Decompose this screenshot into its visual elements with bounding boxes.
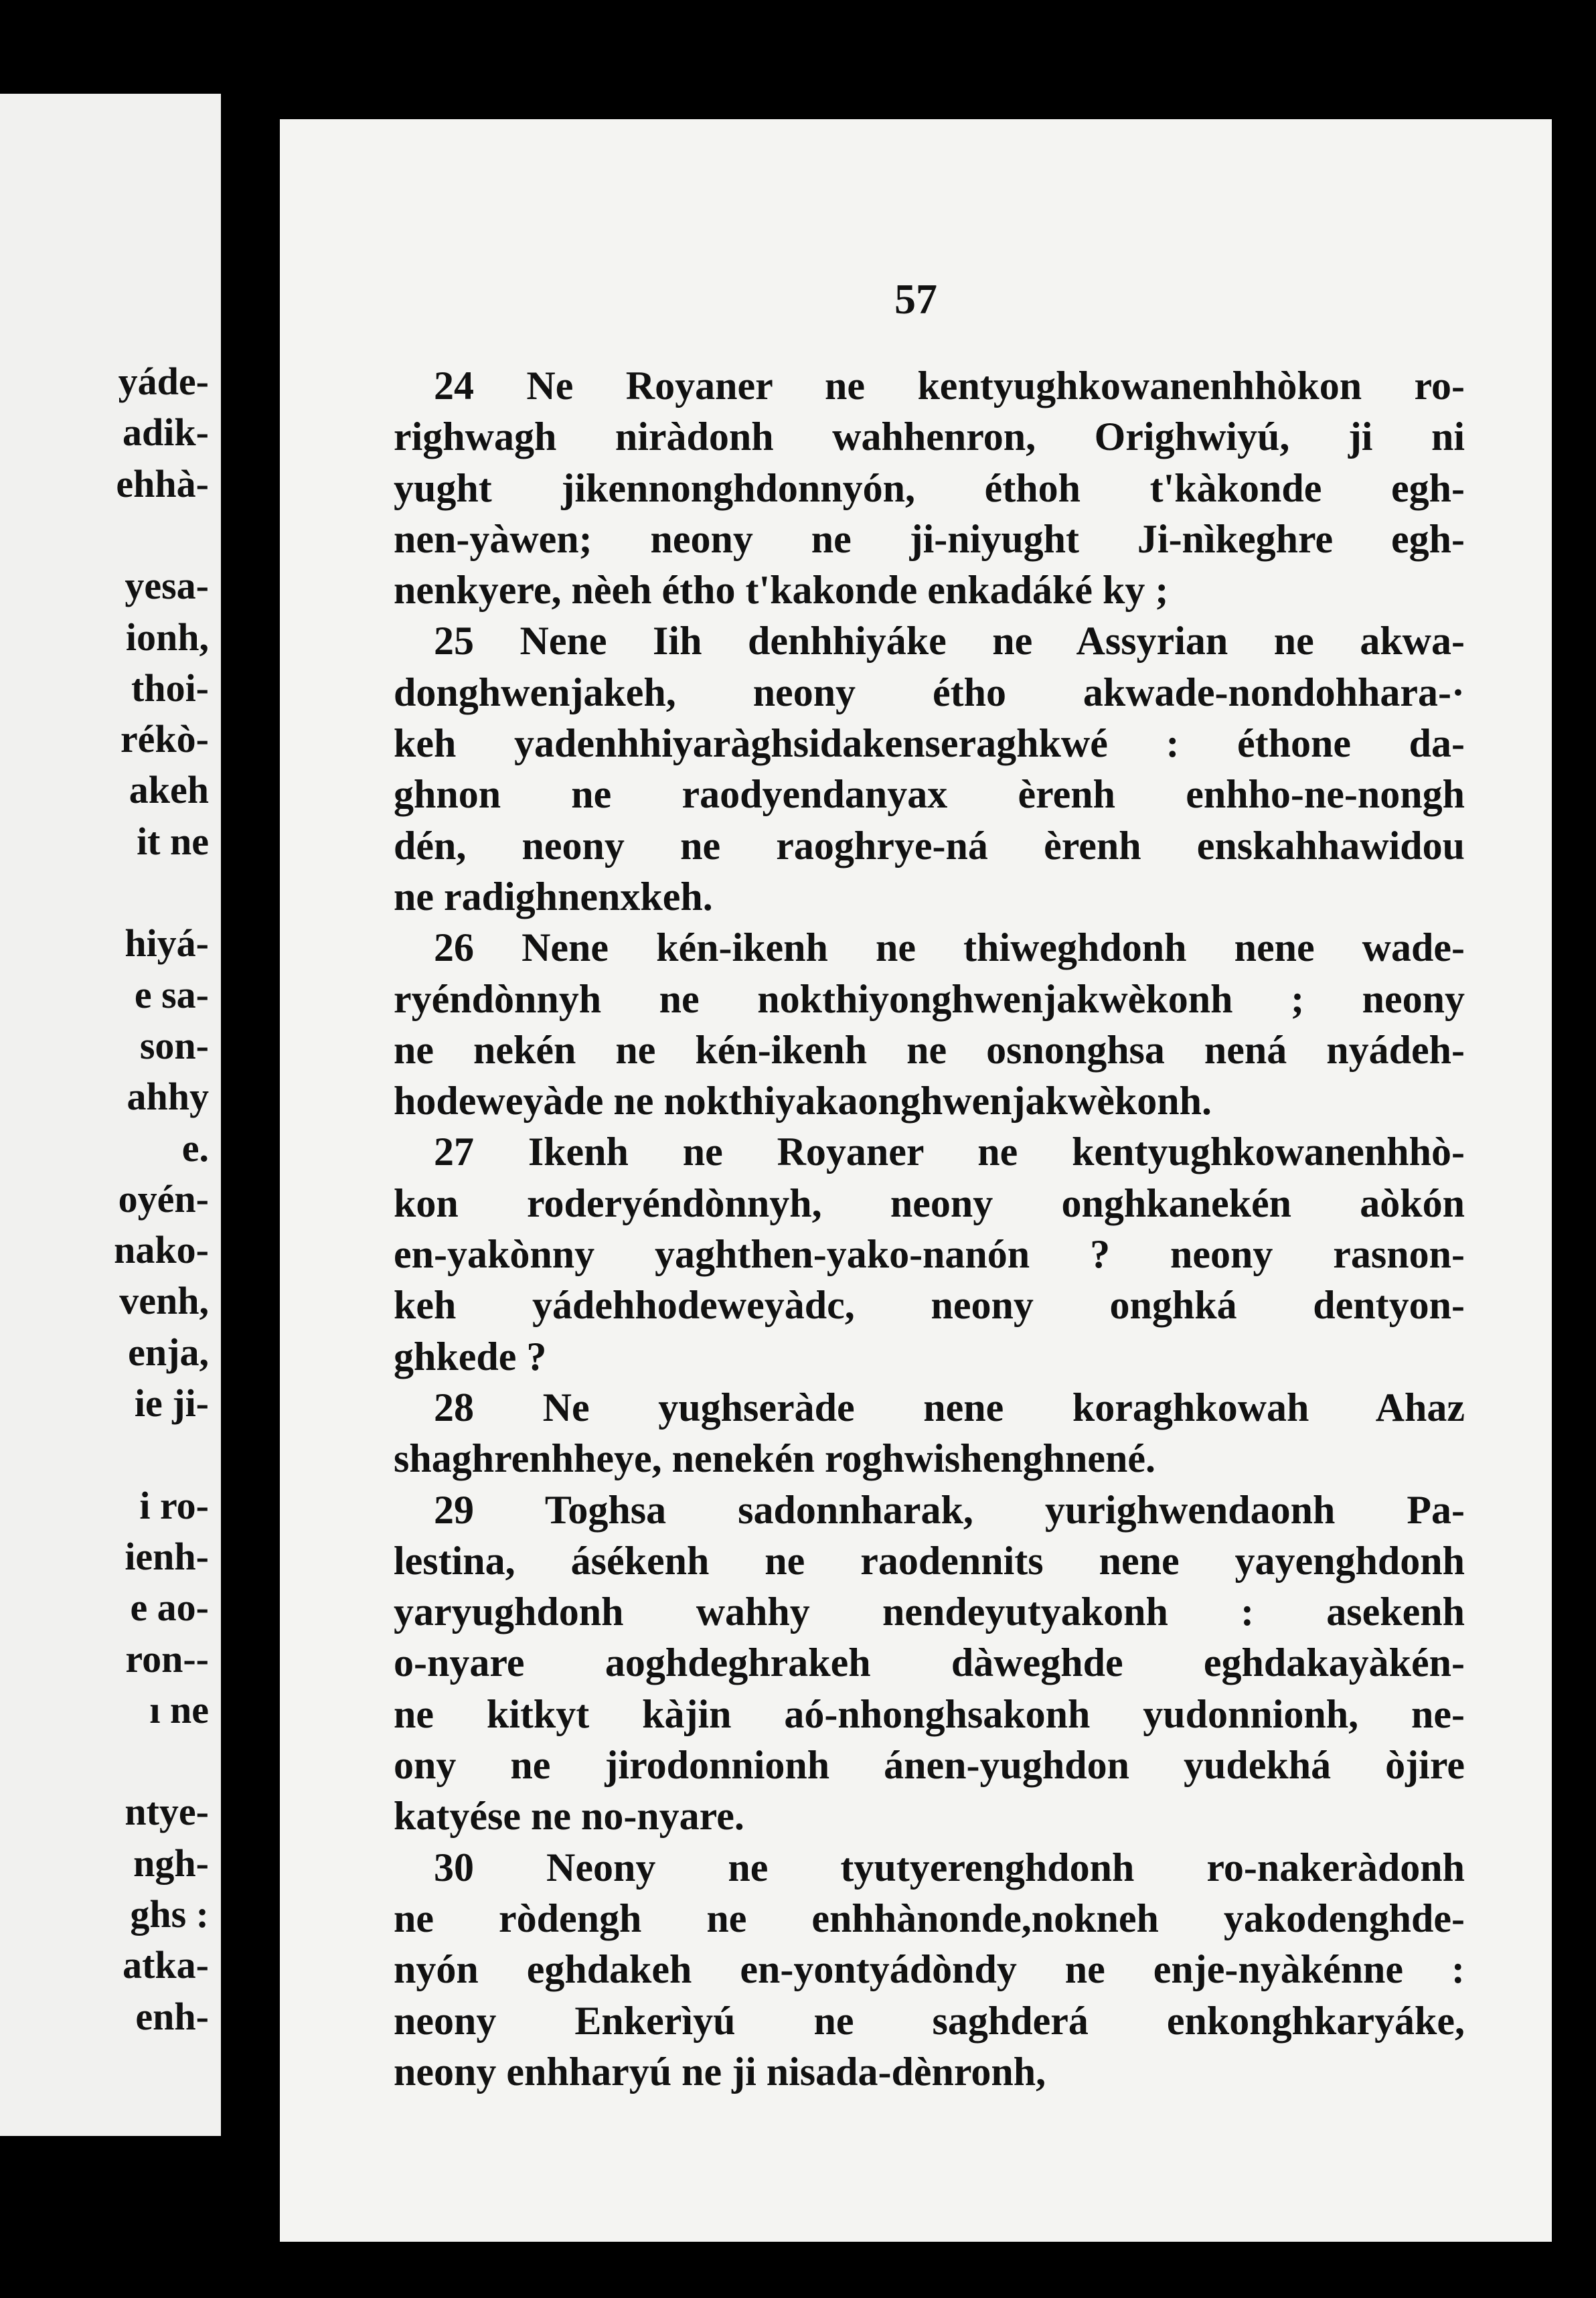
previous-page-line: nako- <box>114 1228 209 1272</box>
previous-page-line: ionh, <box>125 615 209 659</box>
text-line: ne radighnenxkeh. <box>394 874 713 919</box>
text-line: 27 Ikenh ne Royaner ne kentyughkowanenhhò- <box>434 1130 1465 1174</box>
previous-page-line: son- <box>139 1023 209 1067</box>
previous-page-line: ntye- <box>125 1790 209 1834</box>
previous-page-line: ahhy <box>127 1075 209 1119</box>
text-line: en-yakònny yaghthen-yako-nanón ? neony rasnon- <box>394 1232 1465 1277</box>
text-line: keh yádehhodeweyàdc, neony onghká dentyon- <box>394 1283 1465 1328</box>
text-line: donghwenjakeh, neony étho akwade-nondohhara-· <box>394 670 1465 714</box>
previous-page-line: yáde- <box>118 360 209 403</box>
previous-page-line: enja, <box>128 1330 209 1374</box>
previous-page-line: atka- <box>123 1943 209 1987</box>
text-line: neony Enkerìyú ne saghderá enkonghkaryáke, <box>394 1998 1465 2043</box>
text-line: katyése ne no-nyare. <box>394 1794 744 1839</box>
text-line: yaryughdonh wahhy nendeyutyakonh : asekenh <box>394 1590 1465 1634</box>
previous-page-line: hiyá- <box>125 921 209 966</box>
text-line: neony enhharyú ne ji nisada-dènronh, <box>394 2049 1046 2094</box>
text-line: 28 Ne yughseràde nene koraghkowah Ahaz <box>434 1385 1465 1430</box>
text-line: ryéndònnyh ne nokthiyonghwenjakwèkonh ; neony <box>394 976 1465 1021</box>
previous-page-fragment <box>0 94 221 2136</box>
previous-page-line: akeh <box>129 768 209 812</box>
text-line: kon roderyéndònnyh, neony onghkanekén aòkón <box>394 1180 1465 1225</box>
previous-page-line: e. <box>181 1126 209 1170</box>
text-line: hodeweyàde ne nokthiyakaonghwenjakwèkonh. <box>394 1079 1212 1124</box>
text-line: ne nekén ne kén-ikenh ne osnonghsa nená nyádeh- <box>394 1027 1465 1072</box>
previous-page-line: ı ne <box>149 1687 209 1732</box>
previous-page-line: e ao- <box>130 1586 209 1630</box>
text-line: ne ròdengh ne enhhànonde,nokneh yakodenghde- <box>394 1896 1465 1940</box>
previous-page-line: adik- <box>123 410 209 455</box>
previous-page-line: ngh- <box>133 1841 209 1885</box>
previous-page-line: yesa- <box>125 564 209 608</box>
text-line: 25 Nene Iih denhhiyáke ne Assyrian ne akwa- <box>434 619 1465 664</box>
previous-page-line: i ro- <box>139 1483 209 1527</box>
text-line: yught jikennonghdonnyón, éthoh t'kàkonde egh- <box>394 465 1465 510</box>
text-line: dén, neony ne raoghrye-ná èrenh enskahhawidou <box>394 823 1465 868</box>
text-line: nenkyere, nèeh étho t'kakonde enkadáké ky ; <box>394 568 1169 613</box>
previous-page-line: ienh- <box>125 1534 209 1578</box>
book-page <box>280 119 1552 2242</box>
previous-page-line: rékò- <box>120 717 209 761</box>
text-line: ghkede ? <box>394 1334 547 1379</box>
previous-page-line: venh, <box>119 1279 209 1323</box>
previous-page-line: ie ji- <box>134 1381 209 1425</box>
text-line: ony ne jirodonnionh ánen-yughdon yudekhá òjire <box>394 1743 1465 1788</box>
text-line: shaghrenhheye, nenekén roghwishenghnené. <box>394 1436 1156 1481</box>
text-line: nen-yàwen; neony ne ji-niyught Ji-nìkeghre egh- <box>394 516 1465 561</box>
previous-page-line: ron-- <box>125 1636 209 1681</box>
text-line: lestina, ásékenh ne raodennits nene yayenghdonh <box>394 1538 1465 1583</box>
previous-page-line: thoi- <box>131 666 209 710</box>
previous-page-line: it ne <box>137 819 209 863</box>
previous-page-line: ghs : <box>130 1892 209 1936</box>
text-line: keh yadenhhiyaràghsidakenseraghkwé : éthone da- <box>394 721 1465 766</box>
text-line: 30 Neony ne tyutyerenghdonh ro-nakeràdonh <box>434 1845 1465 1890</box>
previous-page-line: ehhà- <box>116 461 209 506</box>
text-line: o-nyare aoghdeghrakeh dàweghde eghdakayàkén- <box>394 1640 1465 1685</box>
text-line: 24 Ne Royaner ne kentyughkowanenhhòkon ro- <box>434 364 1465 408</box>
text-line: 26 Nene kén-ikenh ne thiweghdonh nene wade- <box>434 925 1465 970</box>
text-line: 29 Toghsa sadonnharak, yurighwendaonh Pa- <box>434 1487 1465 1532</box>
text-line: ne kitkyt kàjin aó-nhonghsakonh yudonnionh, ne- <box>394 1691 1465 1736</box>
text-line: ghnon ne raodyendanyax èrenh enhho-ne-nongh <box>394 772 1465 817</box>
previous-page-line: oyén- <box>118 1176 209 1221</box>
page-body-text <box>394 360 1465 2097</box>
previous-page-line: enh- <box>135 1994 209 2038</box>
page-number: 57 <box>894 275 937 323</box>
text-line: nyón eghdakeh en-yontyádòndy ne enje-nyàkénne : <box>394 1947 1465 1992</box>
previous-page-line: e sa- <box>134 972 209 1016</box>
text-line: righwagh niràdonh wahhenron, Orighwiyú, ji ni <box>394 414 1465 459</box>
